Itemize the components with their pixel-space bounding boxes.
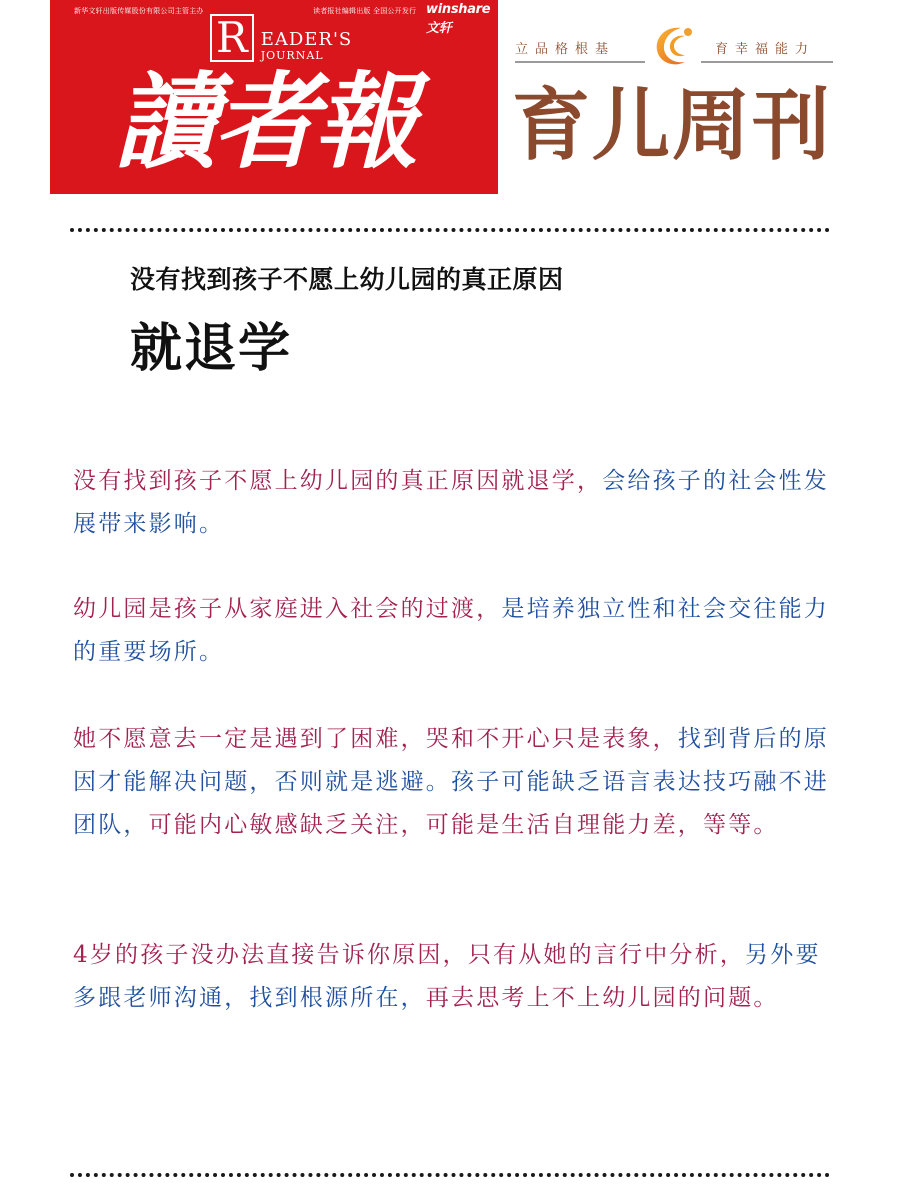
paragraph-4-blue-text: 另外要多跟老师沟通，找到根源所在， xyxy=(73,942,821,1011)
article-paragraph-3 xyxy=(73,718,833,847)
article-headline-line-2: 就退学 xyxy=(130,319,293,379)
slogan-right: 育幸福能力 xyxy=(715,42,816,57)
article-paragraph-2 xyxy=(73,588,833,674)
paragraph-3-red-text-2: 可能内心敏感缺乏关注，可能是生活自理能力差，等等。 xyxy=(148,812,779,838)
article-paragraph-4 xyxy=(73,934,833,1020)
logo-initial: R xyxy=(210,14,254,62)
readers-journal-chinese-title: 讀者報 xyxy=(114,60,415,183)
parenting-weekly-title: 育儿周刊 xyxy=(512,81,833,171)
article-headline-line-1: 没有找到孩子不愿上幼儿园的真正原因 xyxy=(130,265,564,294)
paragraph-3-red-text: 她不愿意去一定是遇到了困难，哭和不开心只是表象， xyxy=(73,726,678,752)
dotted-separator-bottom xyxy=(70,1173,830,1177)
weekly-slogan-bar xyxy=(515,38,833,62)
paragraph-1-red-text: 没有找到孩子不愿上幼儿园的真正原因就退学， xyxy=(73,468,603,494)
paragraph-3-blue-text: 找到背后的原因才能解决问题，否则就是逃避。孩子可能缺乏语言表达技巧融不进团队， xyxy=(73,726,830,838)
paragraph-2-blue-text: 是培养独立性和社会交往能力的重要场所。 xyxy=(73,596,830,665)
paragraph-2-red-text: 幼儿园是孩子从家庭进入社会的过渡， xyxy=(73,596,502,622)
readers-journal-masthead xyxy=(50,0,498,194)
dotted-separator-top xyxy=(70,228,830,232)
winshare-logo: winshare文轩 xyxy=(426,2,491,36)
sponsor-text: 新华文轩出版传媒股份有限公司主管主办 xyxy=(74,7,204,15)
article-paragraph-1 xyxy=(73,460,833,546)
slogan-rule-left xyxy=(515,61,645,63)
paragraph-4-red-text-2: 再去思考上不上幼儿园的问题。 xyxy=(425,985,779,1011)
logo-line-1: EADER'S xyxy=(260,29,353,50)
publisher-text: 读者报社编辑出版 全国公开发行 xyxy=(313,7,417,15)
readers-journal-english-logo xyxy=(210,14,352,62)
paragraph-1-blue-text: 会给孩子的社会性发展带来影响。 xyxy=(73,468,830,537)
sun-swirl-logo-icon xyxy=(651,22,699,70)
paragraph-4-red-text: 4岁的孩子没办法直接告诉你原因，只有从她的言行中分析， xyxy=(73,942,746,968)
slogan-rule-right xyxy=(701,61,833,63)
logo-line-2: JOURNAL xyxy=(260,49,324,62)
slogan-left: 立品格根基 xyxy=(515,42,616,57)
